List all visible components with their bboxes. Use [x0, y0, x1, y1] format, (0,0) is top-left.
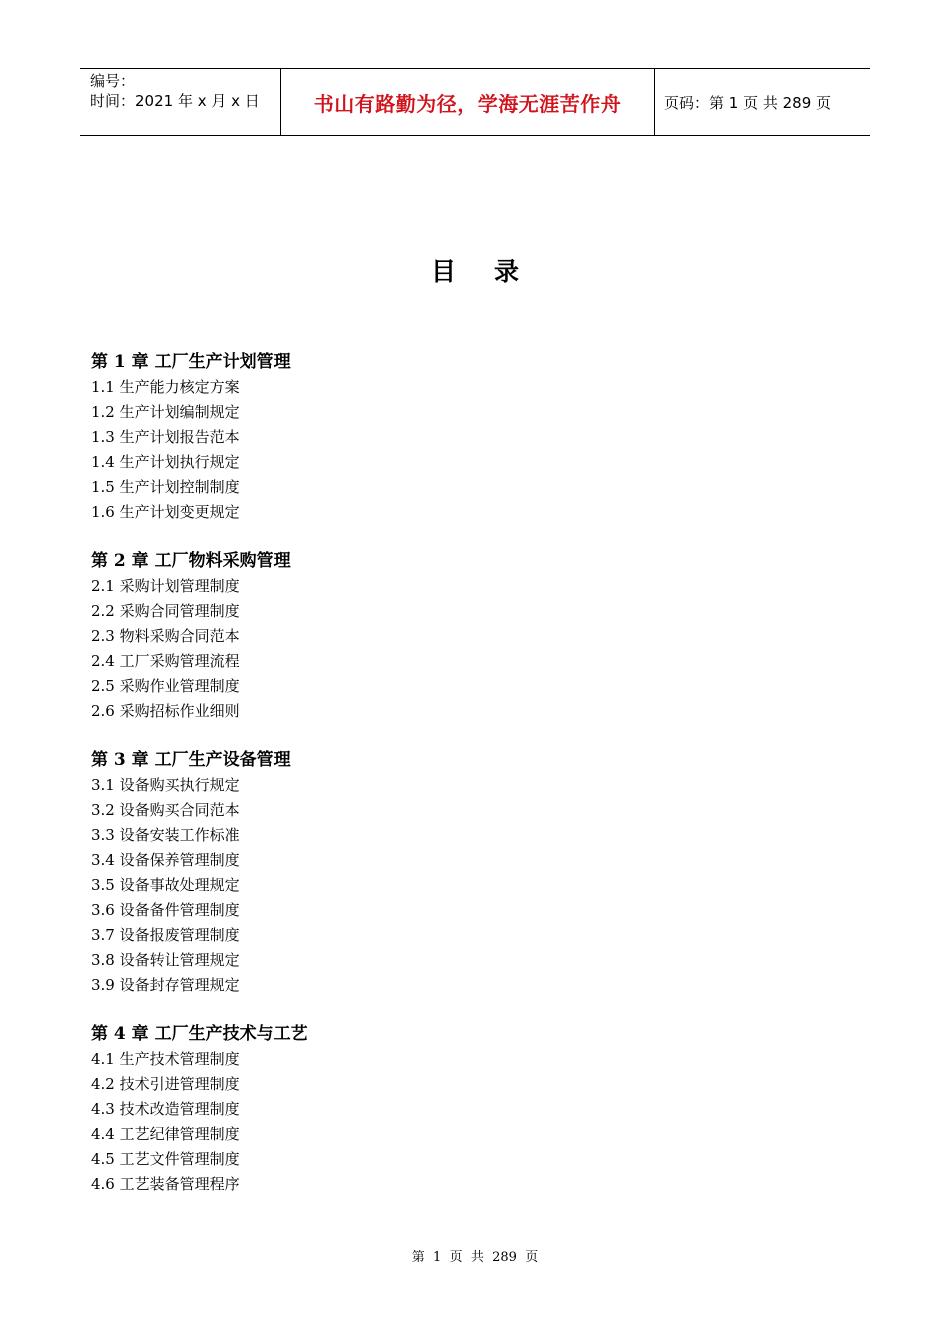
- toc-entry[interactable]: 2.3 物料采购合同范本: [91, 627, 240, 645]
- toc-chapter: [91, 748, 791, 998]
- header-page-cell: [655, 69, 870, 135]
- toc-entry[interactable]: 3.2 设备购买合同范本: [91, 801, 240, 819]
- document-number-label: 编号：: [90, 72, 136, 90]
- page-header: [80, 68, 870, 136]
- toc-entry[interactable]: 3.3 设备安装工作标准: [91, 826, 240, 844]
- toc-entry[interactable]: 4.5 工艺文件管理制度: [91, 1150, 240, 1168]
- toc-entry[interactable]: 3.6 设备备件管理制度: [91, 901, 240, 919]
- header-meta-cell: [80, 69, 281, 135]
- toc-chapter-title[interactable]: 第 2 章 工厂物料采购管理: [91, 551, 291, 571]
- header-motto-cell: [281, 69, 655, 135]
- table-of-contents: [91, 350, 791, 1221]
- toc-entry[interactable]: 2.1 采购计划管理制度: [91, 577, 240, 595]
- page-footer: 第 1 页 共 289 页: [411, 1250, 539, 1265]
- toc-entry[interactable]: 4.4 工艺纪律管理制度: [91, 1125, 240, 1143]
- header-page-number: 页码：第 1 页 共 289 页: [664, 93, 832, 112]
- toc-chapter: [91, 549, 791, 724]
- toc-entry[interactable]: 4.3 技术改造管理制度: [91, 1100, 240, 1118]
- header-motto: 书山有路勤为径，学海无涯苦作舟: [313, 91, 622, 116]
- toc-entry[interactable]: 1.5 生产计划控制制度: [91, 478, 240, 496]
- toc-entry[interactable]: 2.6 采购招标作业细则: [91, 702, 240, 720]
- toc-entry[interactable]: 1.1 生产能力核定方案: [91, 378, 240, 396]
- toc-entry[interactable]: 3.9 设备封存管理规定: [91, 976, 240, 994]
- toc-entry[interactable]: 2.2 采购合同管理制度: [91, 602, 240, 620]
- toc-entry[interactable]: 3.5 设备事故处理规定: [91, 876, 240, 894]
- toc-chapter-title[interactable]: 第 1 章 工厂生产计划管理: [91, 352, 291, 372]
- toc-entry[interactable]: 4.6 工艺装备管理程序: [91, 1175, 240, 1193]
- toc-entry[interactable]: 1.4 生产计划执行规定: [91, 453, 240, 471]
- toc-chapter-title[interactable]: 第 3 章 工厂生产设备管理: [91, 750, 291, 770]
- toc-entry[interactable]: 1.2 生产计划编制规定: [91, 403, 240, 421]
- toc-entry[interactable]: 2.5 采购作业管理制度: [91, 677, 240, 695]
- toc-chapter-title[interactable]: 第 4 章 工厂生产技术与工艺: [91, 1024, 308, 1044]
- page-title: 目录: [430, 257, 557, 286]
- document-time-label: 时间：2021 年 x 月 x 日: [90, 92, 260, 110]
- toc-entry[interactable]: 4.1 生产技术管理制度: [91, 1050, 240, 1068]
- toc-entry[interactable]: 3.4 设备保养管理制度: [91, 851, 240, 869]
- toc-entry[interactable]: 3.8 设备转让管理规定: [91, 951, 240, 969]
- toc-chapter: [91, 350, 791, 525]
- toc-entry[interactable]: 1.6 生产计划变更规定: [91, 503, 240, 521]
- toc-chapter: [91, 1022, 791, 1197]
- toc-entry[interactable]: 2.4 工厂采购管理流程: [91, 652, 240, 670]
- toc-entry[interactable]: 1.3 生产计划报告范本: [91, 428, 240, 446]
- toc-entry[interactable]: 3.1 设备购买执行规定: [91, 776, 240, 794]
- toc-entry[interactable]: 4.2 技术引进管理制度: [91, 1075, 240, 1093]
- toc-entry[interactable]: 3.7 设备报废管理制度: [91, 926, 240, 944]
